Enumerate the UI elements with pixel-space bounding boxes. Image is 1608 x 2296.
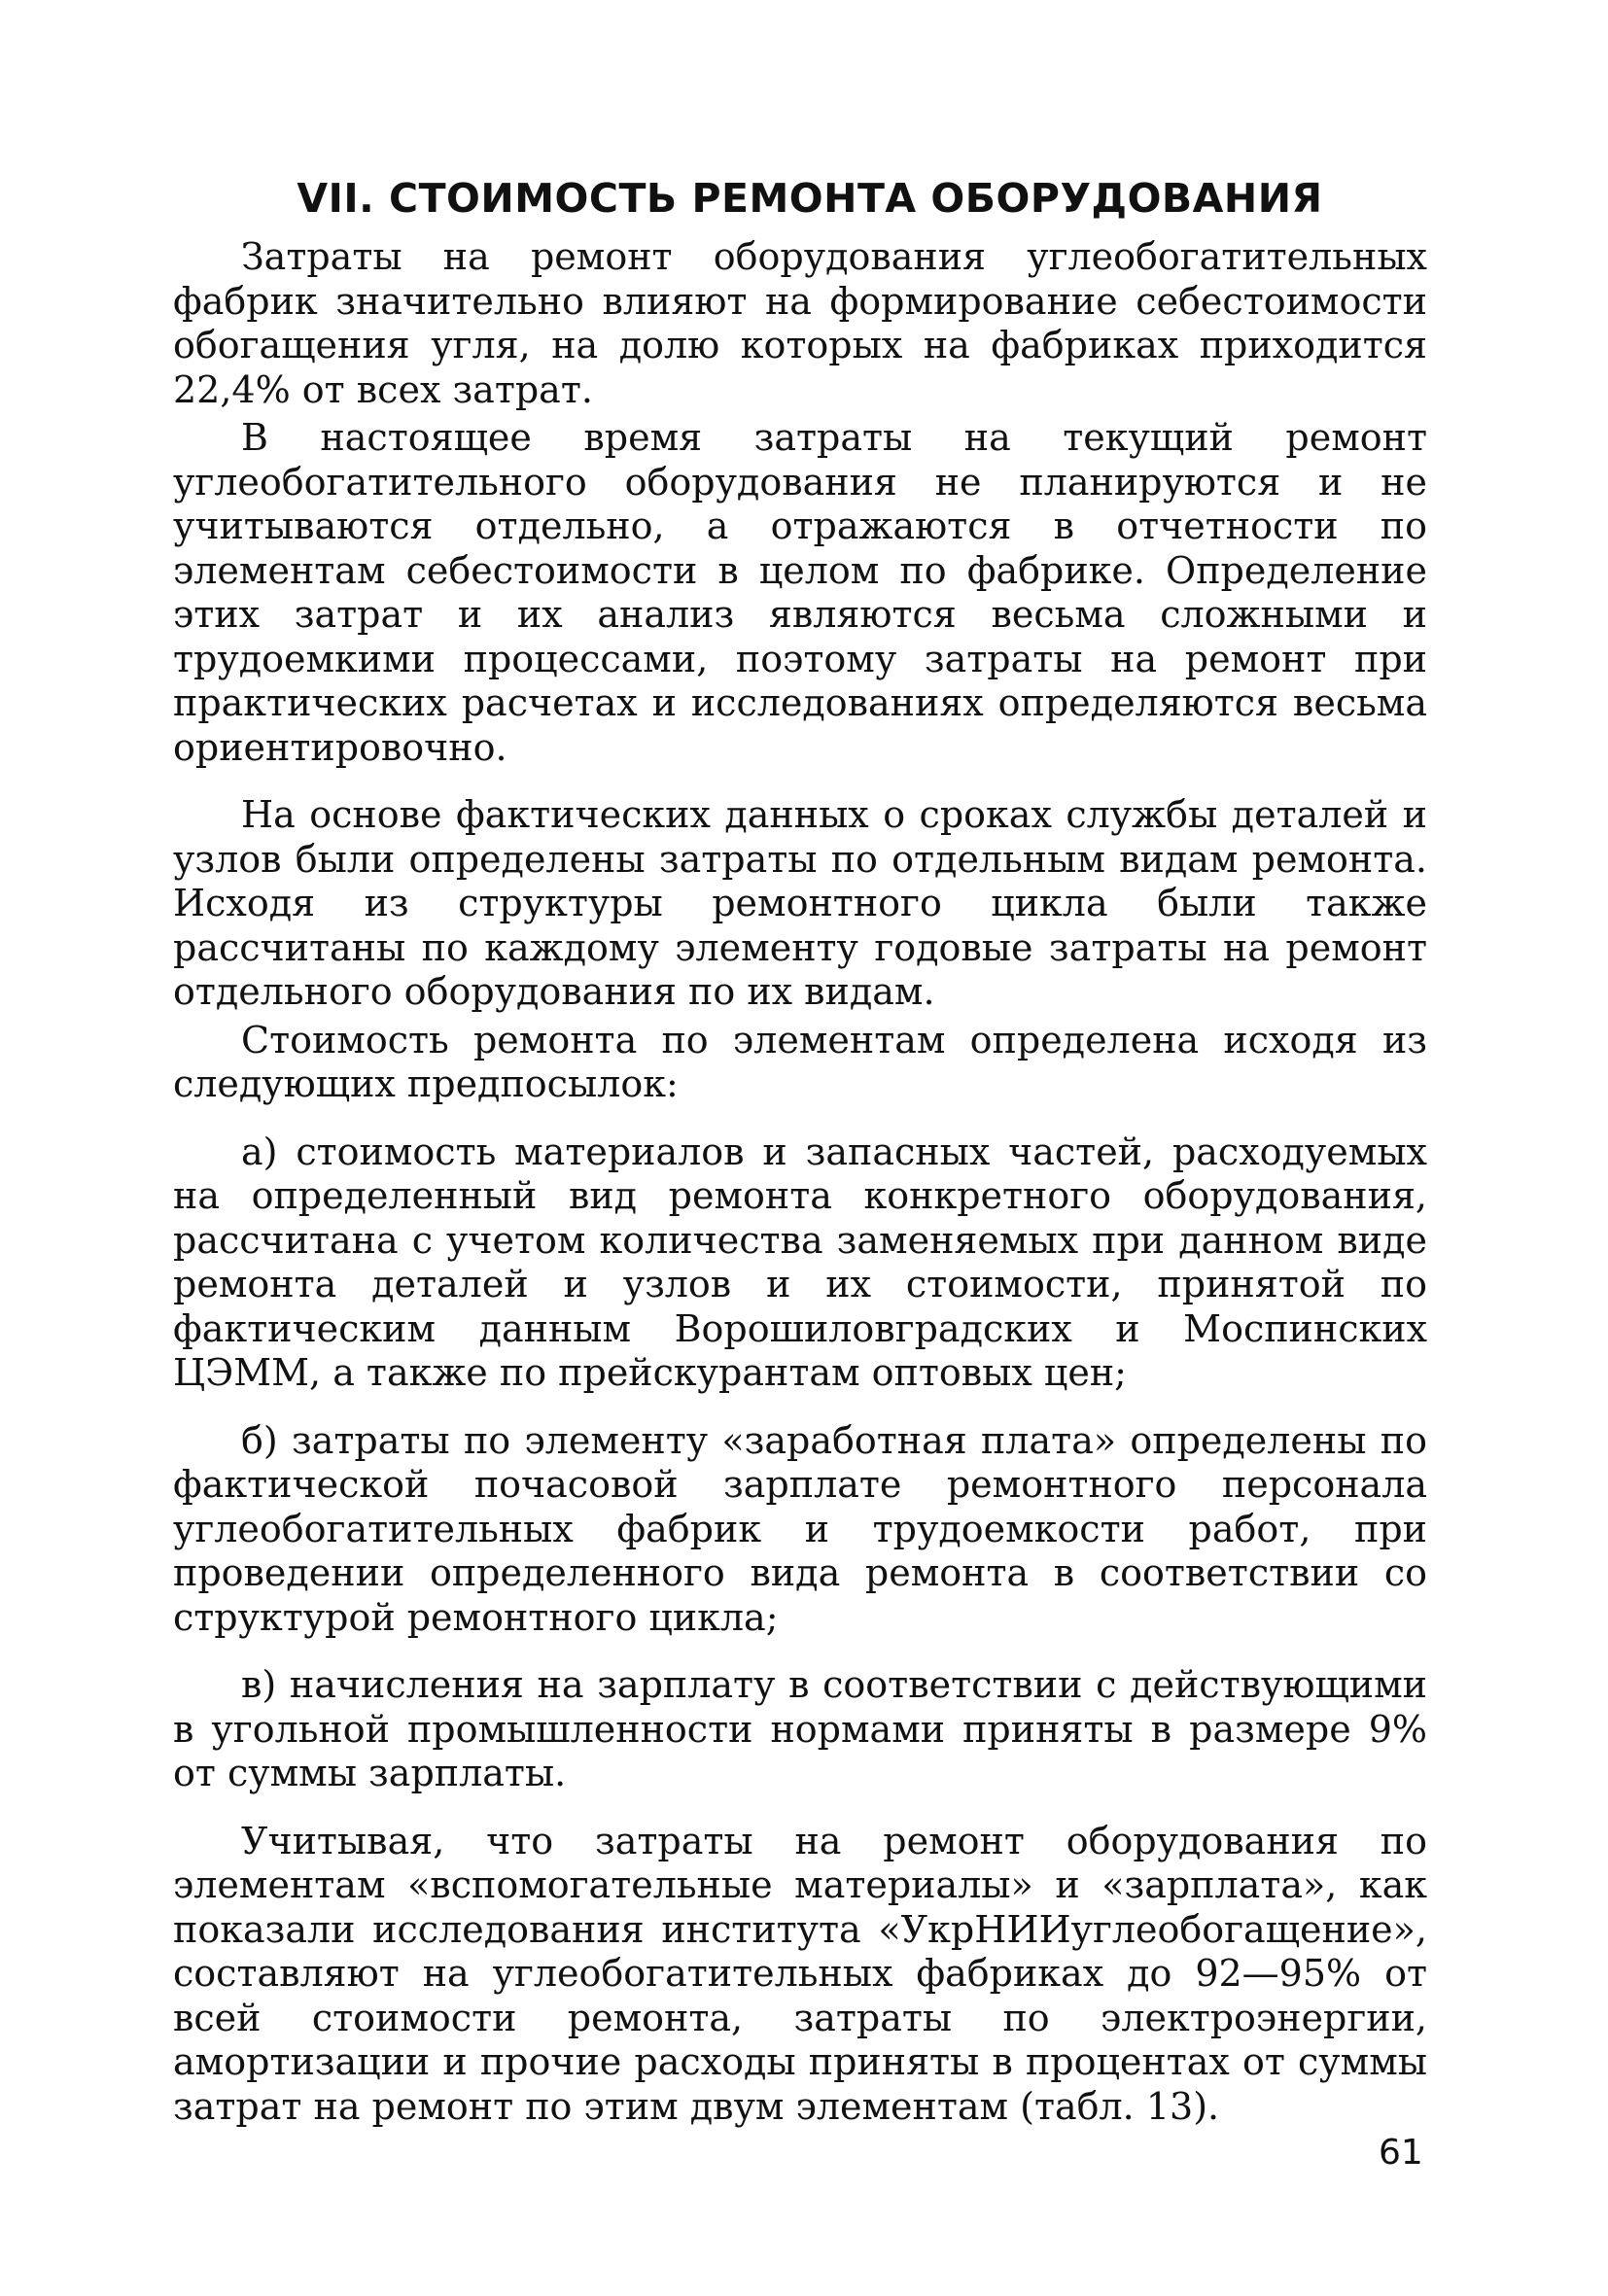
list-item-materials: а) стоимость материалов и запасных частей, расходуемых на определенный вид ремонта конкретного оборудования, рассчитана с учетом количества заменяемых при данном виде ремонта деталей и узлов и их стоимости, принятой по фактическим данным Ворошиловградских и Моспинских ЦЭММ, а также по прейскурантам оптовых цен;: [173, 1130, 1427, 1394]
paragraph-actual-data: На основе фактических данных о сроках службы деталей и узлов были определены затраты по отдельным видам ремонта. Исходя из структуры ремонтного цикла были также рассчитаны по каждому элементу годовые затраты на ремонт отдельного оборудования по их видам.: [173, 793, 1427, 1013]
page-number: 61: [1379, 2133, 1423, 2173]
list-item-wages: б) затраты по элементу «заработная плата» определены по фактической почасовой зарплате ремонтного персонала углеобогатительных фабрик и трудоемкости работ, при проведении определенного вида ремонта в соответствии со структурой ремонтного цикла;: [173, 1418, 1427, 1639]
page-body: [173, 175, 1427, 2129]
list-item-charges: в) начисления на зарплату в соответствии с действующими в угольной промышленности нормами приняты в размере 9% от суммы зарплаты.: [173, 1663, 1427, 1794]
paragraph-premises: Стоимость ремонта по элементам определена исходя из следующих предпосылок:: [173, 1018, 1427, 1105]
paragraph-conclusion: Учитывая, что затраты на ремонт оборудования по элементам «вспомогательные материалы» и «зарплата», как показали исследования института «УкрНИИуглеобогащение», составляют на углеобогатительных фабриках до 92—95% от всей стоимости ремонта, затраты по электроэнергии, амортизации и прочие расходы приняты в процентах от суммы затрат на ремонт по этим двум элементам (табл. 13).: [173, 1819, 1427, 2128]
paragraph-current-accounting: В настоящее время затраты на текущий ремонт углеобогатительного оборудования не планируются и не учитываются отдельно, а отражаются в отчетности по элементам себестоимости в целом по фабрике. Определение этих затрат и их анализ являются весьма сложными и трудоемкими процессами, поэтому затраты на ремонт при практических расчетах и исследованиях определяются весьма ориентировочно.: [173, 416, 1427, 769]
paragraph-repair-costs-intro: Затраты на ремонт оборудования углеобогатительных фабрик значительно влияют на формирование себестоимости обогащения угля, на долю которых на фабриках приходится 22,4% от всех затрат.: [173, 235, 1427, 411]
section-title: VII. СТОИМОСТЬ РЕМОНТА ОБОРУДОВАНИЯ: [297, 175, 1323, 222]
